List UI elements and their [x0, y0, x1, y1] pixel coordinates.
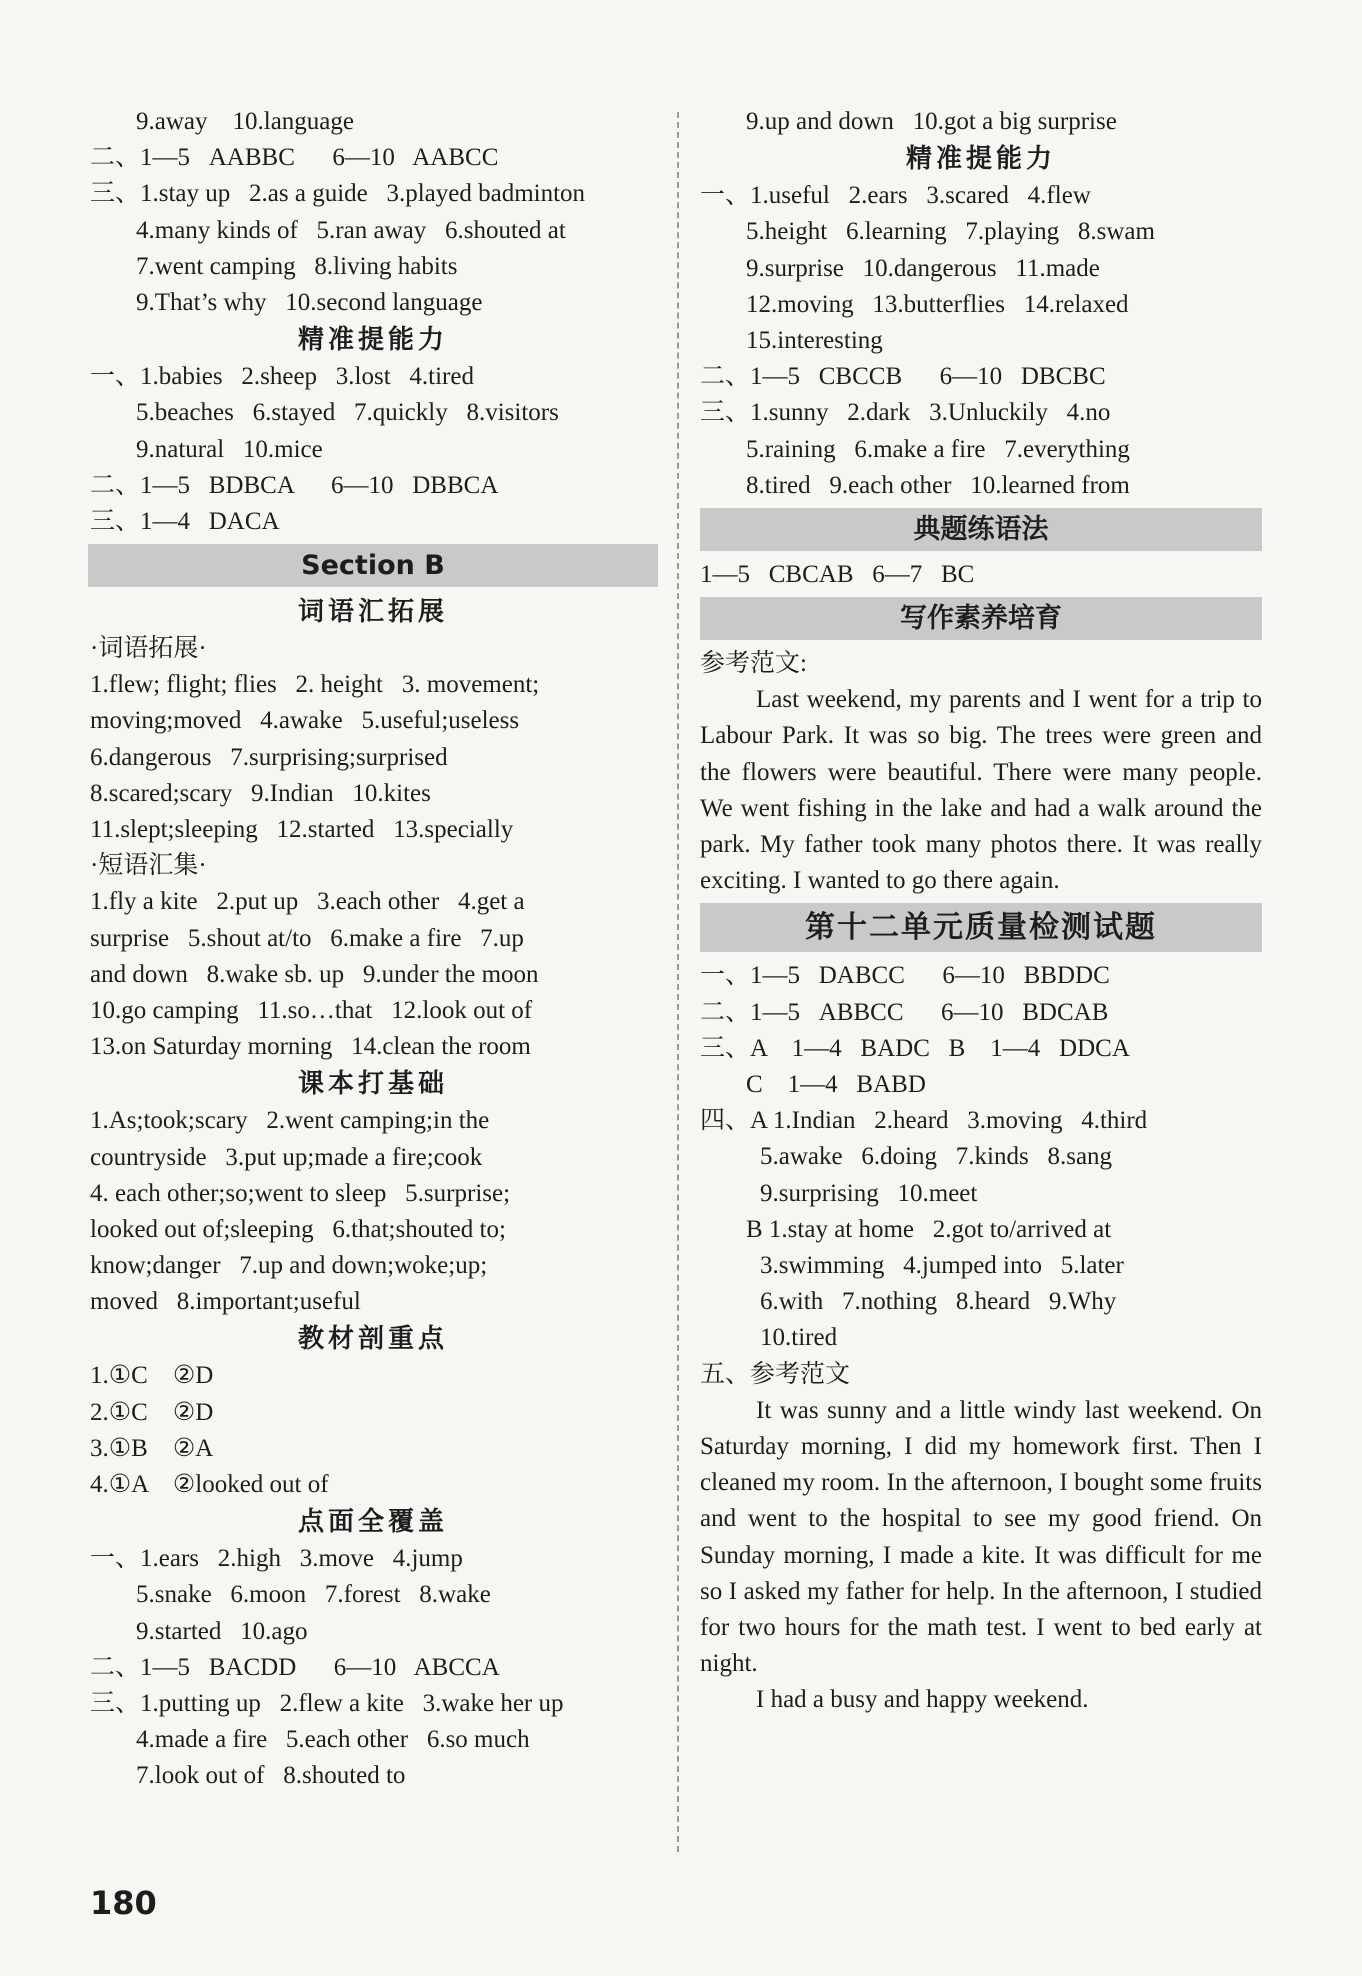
answer-line: 三、1.sunny 2.dark 3.Unluckily 4.no	[700, 399, 1111, 427]
section-heading: 词语汇拓展	[297, 597, 448, 628]
answer-line: 9.natural 10.mice	[136, 435, 323, 463]
answer-line: 13.on Saturday morning 14.clean the room	[90, 1033, 531, 1061]
answer-line: countryside 3.put up;made a fire;cook	[90, 1143, 483, 1171]
answer-line: 1.fly a kite 2.put up 3.each other 4.get a	[90, 888, 525, 916]
answer-line: 12.moving 13.butterflies 14.relaxed	[746, 290, 1129, 318]
answer-line: 一、1.ears 2.high 3.move 4.jump	[90, 1545, 463, 1573]
answer-line: surprise 5.shout at/to 6.make a fire 7.up	[90, 924, 524, 952]
answer-line: 1.①C ②D	[90, 1362, 214, 1390]
section-heading: 教材剖重点	[297, 1324, 448, 1355]
answer-line: moved 8.important;useful	[90, 1288, 361, 1316]
answer-line: 8.tired 9.each other 10.learned from	[746, 471, 1130, 499]
page-number: 180	[90, 1884, 157, 1922]
sample-essay	[700, 1682, 1262, 1718]
answer-line: 8.scared;scary 9.Indian 10.kites	[90, 779, 431, 807]
answer-line: 二、1—5 BDBCA 6—10 DBBCA	[90, 471, 499, 499]
column-divider	[677, 112, 679, 1852]
answer-line: 二、1—5 CBCCB 6—10 DBCBC	[700, 363, 1106, 391]
answer-line: moving;moved 4.awake 5.useful;useless	[90, 707, 520, 735]
answer-line: 9.surprise 10.dangerous 11.made	[746, 254, 1100, 282]
answer-line: 二、1—5 BACDD 6—10 ABCCA	[90, 1653, 500, 1681]
section-heading: 精准提能力	[297, 325, 448, 356]
answer-line: 一、1—5 DABCC 6—10 BBDDC	[700, 962, 1110, 990]
section-bar: 写作素养培育	[700, 597, 1262, 640]
section-heading: 课本打基础	[297, 1069, 448, 1100]
section-heading: 精准提能力	[905, 144, 1056, 175]
answer-line: 三、A 1—4 BADC B 1—4 DDCA	[700, 1034, 1130, 1062]
answer-line: 二、1—5 AABBC 6—10 AABCC	[90, 144, 499, 172]
left-column	[90, 104, 656, 1795]
essay-text: Last weekend, my parents and I went for a trip to Labour Park. It was so big. The trees were green and the flowers were beautiful. There were many people. We went fishing in the lake and had a walk around the park. My father took many photos there. It was really exciting. I wanted to go there again.	[700, 686, 1262, 895]
answer-line: 二、1—5 ABBCC 6—10 BDCAB	[700, 998, 1109, 1026]
answer-line: 2.①C ②D	[90, 1398, 214, 1426]
answer-line: 三、1.stay up 2.as a guide 3.played badminton	[90, 180, 586, 208]
answer-line: 5.raining 6.make a fire 7.everything	[746, 435, 1130, 463]
answer-line: 6.dangerous 7.surprising;surprised	[90, 743, 448, 771]
essay-text: I had a busy and happy weekend.	[756, 1686, 1089, 1714]
section-bar: Section B	[88, 544, 658, 587]
answer-line: 10.go camping 11.so…that 12.look out of	[90, 996, 533, 1024]
answer-line: 9.up and down 10.got a big surprise	[746, 108, 1117, 135]
subheading: 参考范文:	[700, 650, 807, 678]
answer-line: 9.That’s why 10.second language	[136, 288, 483, 316]
answer-line: 5.height 6.learning 7.playing 8.swam	[746, 218, 1155, 246]
answer-line: know;danger 7.up and down;woke;up;	[90, 1252, 488, 1280]
answer-line: B 1.stay at home 2.got to/arrived at	[746, 1215, 1112, 1243]
answer-line: 三、1.putting up 2.flew a kite 3.wake her up	[90, 1689, 564, 1717]
answer-line: 一、1.babies 2.sheep 3.lost 4.tired	[90, 363, 474, 391]
answer-line: 1.As;took;scary 2.went camping;in the	[90, 1107, 490, 1135]
section-bar: 典题练语法	[700, 508, 1262, 551]
subheading: 五、参考范文	[700, 1360, 851, 1388]
answer-line: 9.started 10.ago	[136, 1617, 308, 1645]
right-column	[700, 104, 1262, 1719]
answer-line: 三、1—4 DACA	[90, 507, 280, 535]
answer-line: 9.away 10.language	[136, 108, 354, 135]
answer-line: 1—5 CBCAB 6—7 BC	[700, 560, 975, 588]
sample-essay	[700, 1393, 1262, 1683]
answer-line: 7.look out of 8.shouted to	[136, 1762, 406, 1790]
answer-line: 3.①B ②A	[90, 1434, 214, 1462]
answer-line: looked out of;sleeping 6.that;shouted to;	[90, 1215, 506, 1243]
answer-line: 4.①A ②looked out of	[90, 1471, 329, 1499]
subheading: ·短语汇集·	[90, 852, 207, 880]
answer-line: 6.with 7.nothing 8.heard 9.Why	[760, 1288, 1117, 1316]
section-bar: 第十二单元质量检测试题	[700, 903, 1262, 952]
answer-line: 4. each other;so;went to sleep 5.surprise;	[90, 1179, 511, 1207]
answer-line: 5.awake 6.doing 7.kinds 8.sang	[760, 1143, 1113, 1171]
answer-line: 15.interesting	[746, 326, 883, 354]
answer-line: 9.surprising 10.meet	[760, 1179, 978, 1207]
answer-line: 一、1.useful 2.ears 3.scared 4.flew	[700, 182, 1091, 210]
answer-line: 4.many kinds of 5.ran away 6.shouted at	[136, 216, 566, 244]
answer-line: 5.beaches 6.stayed 7.quickly 8.visitors	[136, 399, 559, 427]
answer-line: 3.swimming 4.jumped into 5.later	[760, 1251, 1124, 1279]
answer-line: 1.flew; flight; flies 2. height 3. movement;	[90, 671, 540, 699]
answer-line: 4.made a fire 5.each other 6.so much	[136, 1726, 530, 1754]
answer-line: 11.slept;sleeping 12.started 13.specially	[90, 816, 514, 844]
answer-line: and down 8.wake sb. up 9.under the moon	[90, 960, 539, 988]
essay-text: It was sunny and a little windy last weekend. On Saturday morning, I did my homework first. Then I cleaned my room. In the afternoon, I bought some fruits and went to the hospital to see my good friend. On Sunday morning, I made a kite. It was difficult for me so I asked my father for help. In the afternoon, I studied for two hours for the math test. I went to bed early at night.	[700, 1396, 1262, 1678]
answer-line: 四、A 1.Indian 2.heard 3.moving 4.third	[700, 1107, 1148, 1135]
answer-line: 7.went camping 8.living habits	[136, 252, 458, 280]
sample-essay	[700, 682, 1262, 899]
section-heading: 点面全覆盖	[297, 1507, 448, 1538]
subheading: ·词语拓展·	[90, 635, 207, 663]
answer-line: 10.tired	[760, 1324, 838, 1352]
answer-line: C 1—4 BABD	[746, 1071, 926, 1099]
answer-line: 5.snake 6.moon 7.forest 8.wake	[136, 1581, 491, 1609]
